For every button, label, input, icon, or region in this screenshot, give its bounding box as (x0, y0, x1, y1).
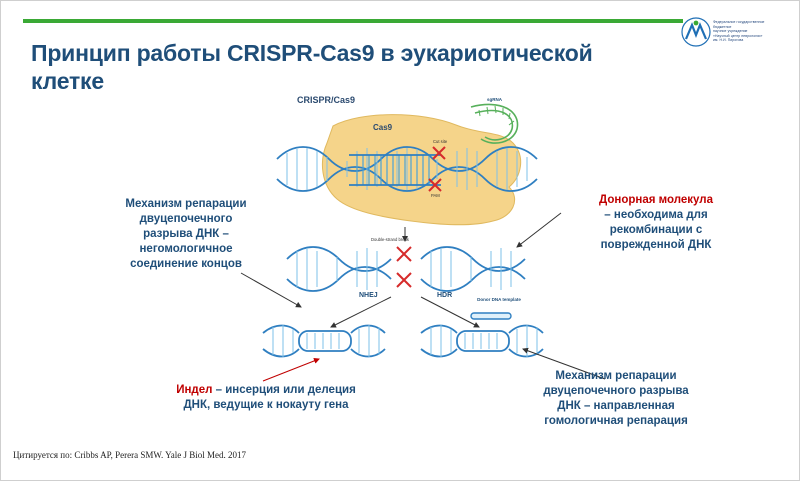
callout-indel-line1 (151, 383, 381, 398)
nhej-label: NHEJ (359, 292, 378, 299)
logo-text-block (713, 20, 783, 43)
dsb-label: Double-strand break (371, 237, 409, 242)
crispr-diagram (1, 81, 800, 451)
callout-hdr-line3: ДНК – направленная (557, 400, 675, 412)
callout-indel-rest: – инсерция или делеция (212, 384, 356, 396)
callout-hdr (501, 369, 731, 429)
logo-text-line4: им. Н.И. Пирогова (713, 38, 744, 43)
callout-nhej-line3: разрыва ДНК – (143, 228, 229, 240)
hdr-label: HDR (437, 292, 453, 299)
callout-indel-keyword: Индел (176, 384, 213, 396)
callout-hdr-line4: гомологичная репарация (544, 415, 688, 427)
diagram-top-label: CRISPR/Cas9 (297, 95, 356, 105)
logo-text-line1: Федеральное государственное бюджетное (713, 20, 765, 29)
callout-nhej-line2: двуцепочечного (139, 213, 233, 225)
logo-text-line2: научное учреждение (713, 29, 748, 34)
callout-indel (151, 383, 381, 413)
organization-logo (681, 13, 781, 53)
callout-donor-line4: поврежденной ДНК (600, 239, 712, 251)
cas9-label: Cas9 (373, 123, 393, 132)
sgrna-label: sgRNA (487, 97, 503, 102)
callout-nhej (101, 197, 271, 272)
logo-mark-icon (681, 17, 711, 47)
logo-text-line3: «Научный центр неврологии» (713, 33, 763, 38)
callout-donor-line3: рекомбинации с (609, 224, 703, 236)
donor-template-label: Donor DNA template (477, 297, 521, 302)
callout-donor-line2: – необходима для (604, 209, 708, 221)
source-citation: Цитируется по: Cribbs AP, Perera SMW. Yale J Biol Med. 2017 (13, 450, 246, 460)
page-title: Принцип работы CRISPR-Cas9 в эукариотической клетке (31, 40, 593, 94)
callout-hdr-line1: Механизм репарации (555, 370, 677, 382)
callout-donor (561, 193, 751, 253)
header-accent-bar (23, 19, 683, 23)
callout-nhej-line5: соединение концов (130, 258, 242, 270)
callout-nhej-line4: негомологичное (139, 243, 233, 255)
cut-site-label: Cut site (433, 139, 448, 144)
pam-label: PAM (431, 193, 440, 198)
callout-hdr-line2: двуцепочечного разрыва (543, 385, 689, 397)
callout-indel-line2: ДНК, ведущие к нокауту гена (183, 399, 349, 411)
callout-nhej-line1: Механизм репарации (125, 198, 247, 210)
callout-donor-title: Донорная молекула (599, 194, 713, 206)
